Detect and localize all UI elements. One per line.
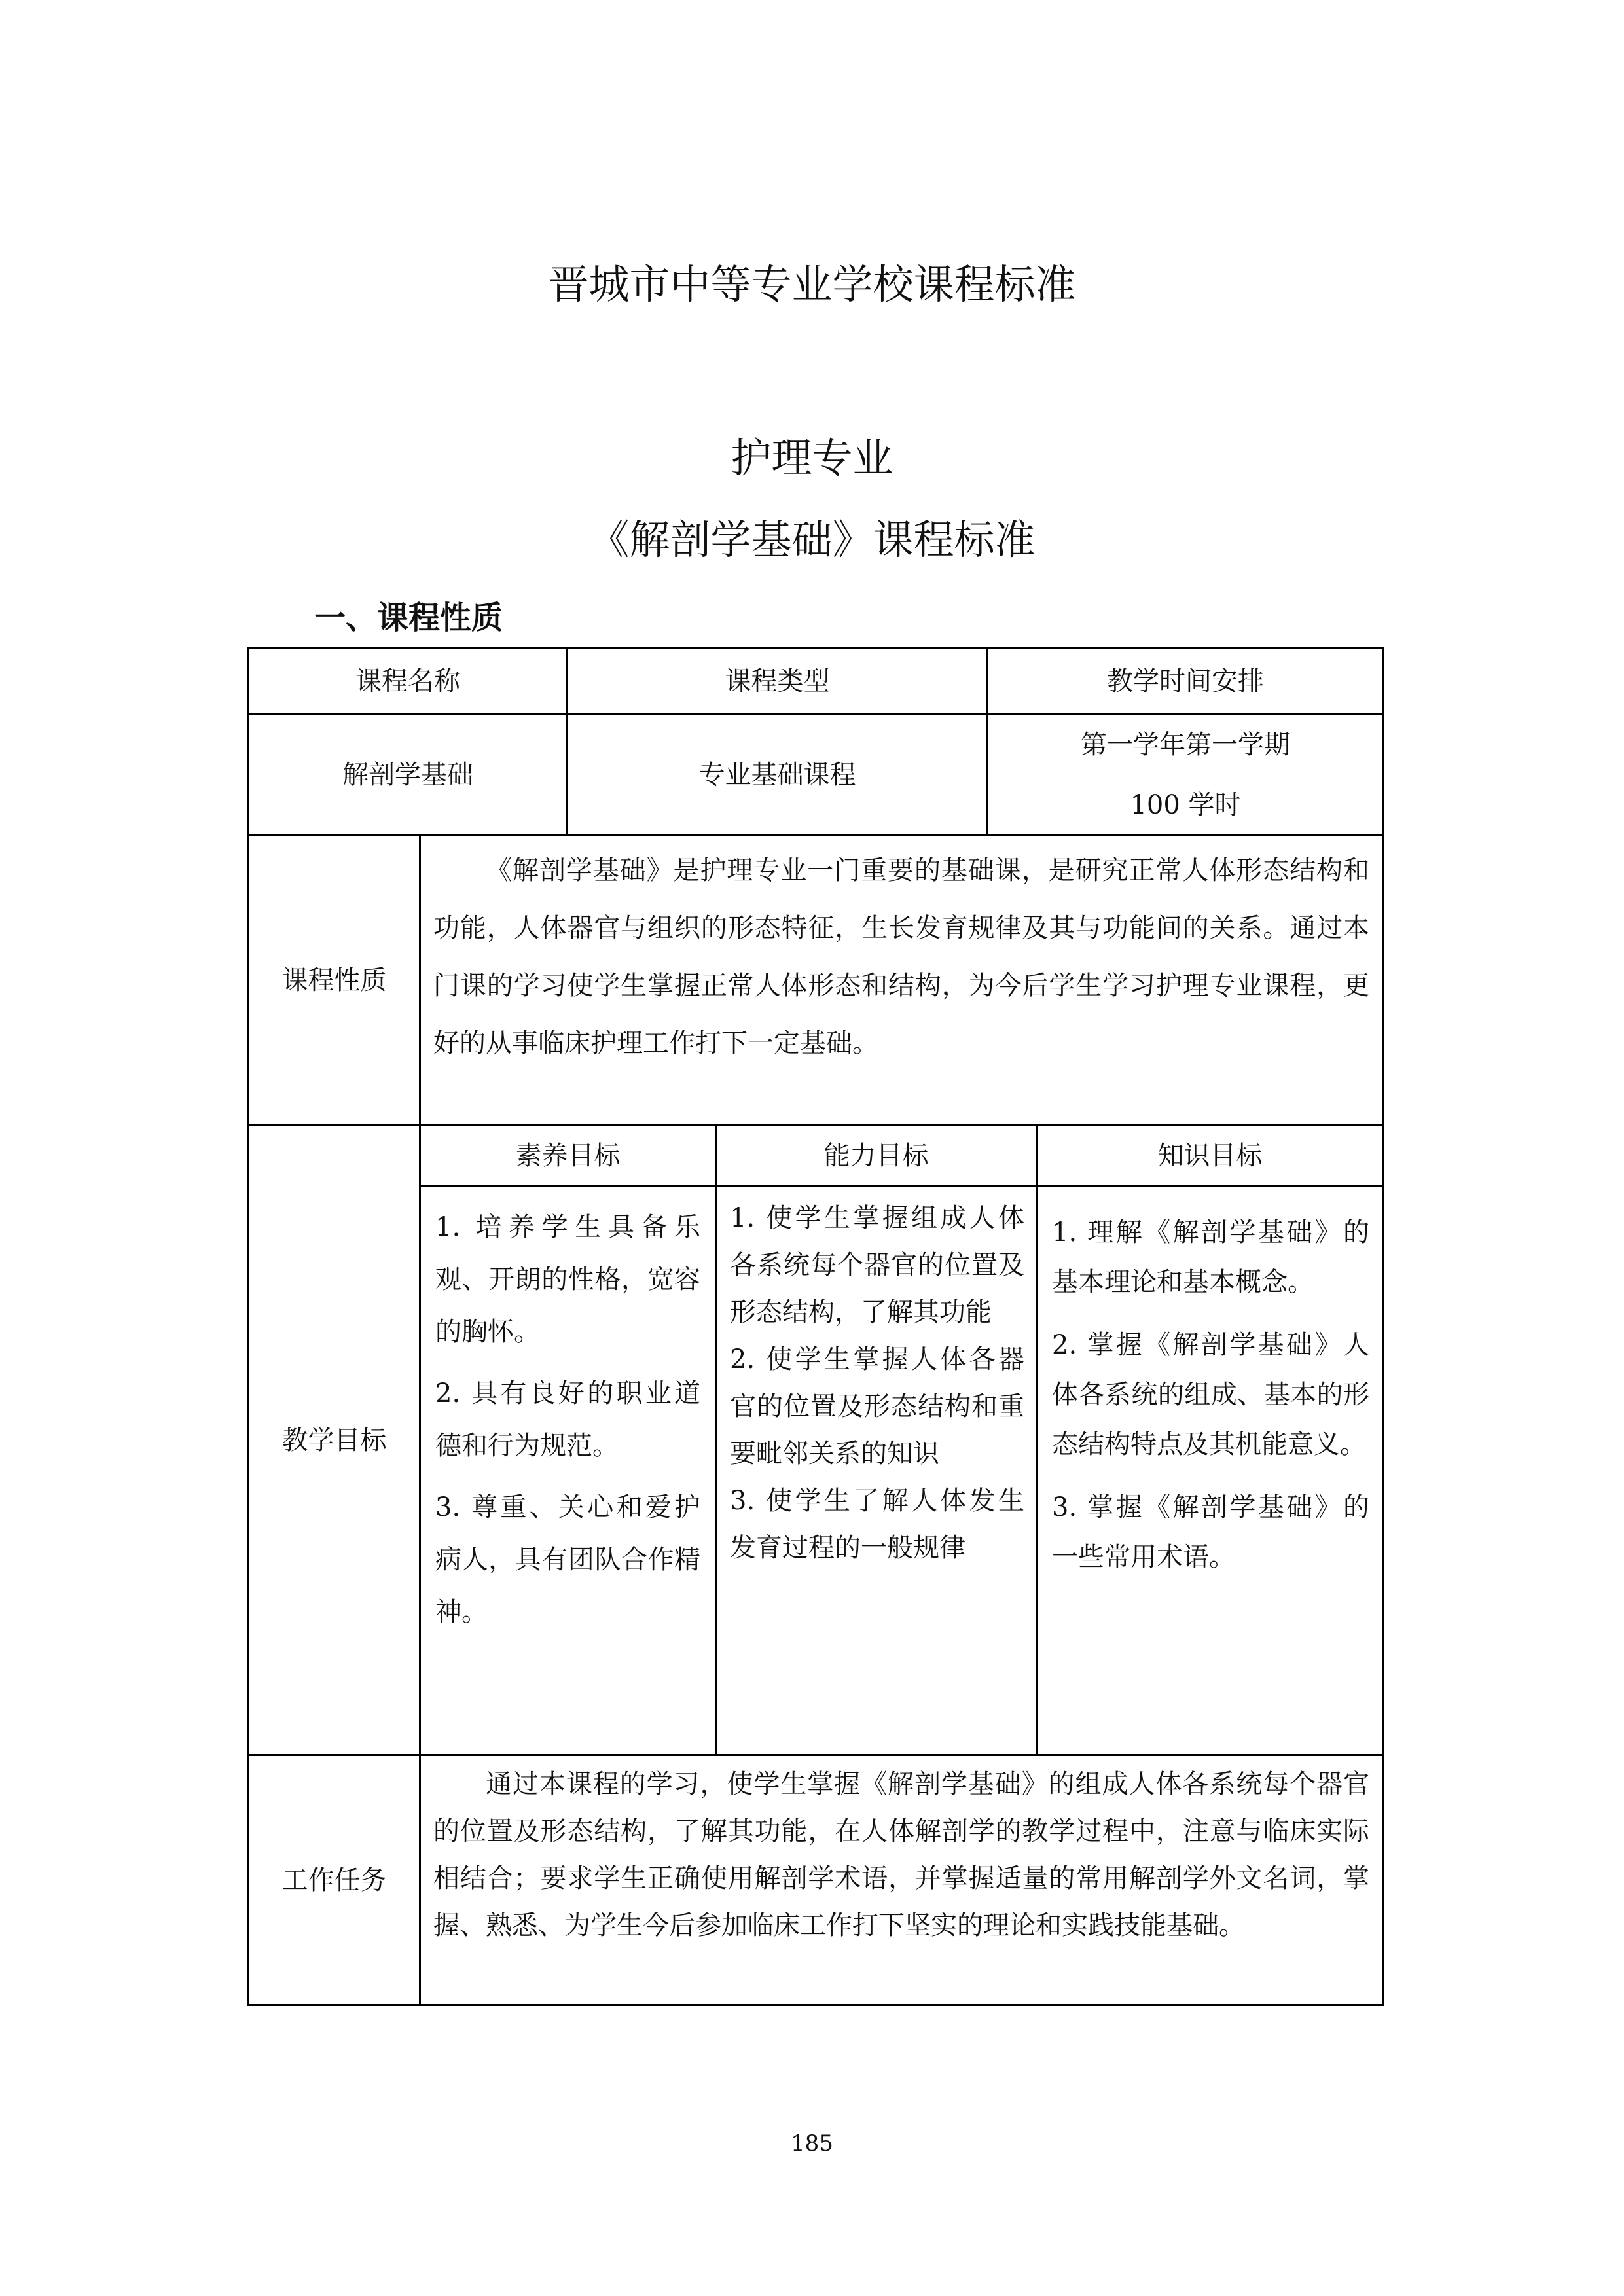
knowledge-goals-header: 知识目标	[1157, 1140, 1263, 1171]
list-item: 3. 掌握《解剖学基础》的一些常用术语。	[1052, 1492, 1369, 1572]
table-border-right	[1382, 647, 1384, 2006]
quality-goals-list	[435, 1201, 700, 1638]
ability-goals-header: 能力目标	[823, 1140, 929, 1171]
col-divider	[715, 1124, 717, 1756]
goals-label: 教学目标	[281, 1425, 387, 1456]
section-heading: 一、课程性质	[314, 600, 503, 636]
nature-label: 课程性质	[281, 965, 387, 996]
header-course-type: 课程类型	[725, 666, 830, 696]
header-course-name: 课程名称	[355, 666, 460, 696]
list-item: 3. 尊重、关心和爱护病人，具有团队合作精神。	[435, 1492, 700, 1627]
list-item: 3. 使学生了解人体发生发育过程的一般规律	[730, 1486, 1024, 1563]
list-item: 1. 理解《解剖学基础》的基本理论和基本概念。	[1052, 1217, 1369, 1297]
table-border-bottom	[247, 2004, 1384, 2006]
list-item: 1. 培养学生具备乐观、开朗的性格，宽容的胸怀。	[435, 1212, 700, 1347]
schedule-hours: 100 学时	[1130, 790, 1241, 820]
list-item: 2. 掌握《解剖学基础》人体各系统的组成、基本的形态结构特点及其机能意义。	[1052, 1330, 1369, 1460]
document-title: 晋城市中等专业学校课程标准	[548, 260, 1076, 308]
schedule-term: 第一学年第一学期	[1081, 730, 1290, 760]
tasks-label: 工作任务	[281, 1865, 387, 1895]
quality-goals-header: 素养目标	[515, 1140, 621, 1171]
knowledge-goals-list	[1052, 1208, 1369, 1582]
course-name-value: 解剖学基础	[342, 760, 473, 790]
row-divider	[419, 1185, 1384, 1187]
nature-text: 《解剖学基础》是护理专业一门重要的基础课，是研究正常人体形态结构和功能，人体器官与组织的形态特征，生长发育规律及其与功能间的关系。通过本门课的学习使学生掌握正常人体形态和结构，为今后学生学习护理专业课程，更好的从事临床护理工作打下一定基础。	[433, 855, 1369, 1058]
col-divider	[419, 834, 421, 2006]
list-item: 2. 使学生掌握人体各器官的位置及形态结构和重要毗邻关系的知识	[730, 1344, 1024, 1469]
col-divider	[1036, 1124, 1038, 1756]
course-title: 《解剖学基础》课程标准	[588, 516, 1036, 564]
header-schedule: 教学时间安排	[1107, 666, 1264, 696]
course-type-value: 专业基础课程	[698, 760, 856, 790]
list-item: 2. 具有良好的职业道德和行为规范。	[435, 1378, 700, 1461]
major-title: 护理专业	[731, 434, 893, 482]
page-number: 185	[791, 2130, 833, 2157]
tasks-text: 通过本课程的学习，使学生掌握《解剖学基础》的组成人体各系统每个器官的位置及形态结构，了解其功能，在人体解剖学的教学过程中，注意与临床实际相结合；要求学生正确使用解剖学术语，并掌握适量的常用解剖学外文名词，掌握、熟悉、为学生今后参加临床工作打下坚实的理论和实践技能基础。	[433, 1769, 1369, 1941]
list-item: 1. 使学生掌握组成人体各系统每个器官的位置及形态结构，了解其功能	[730, 1203, 1024, 1327]
ability-goals-list	[730, 1194, 1024, 1571]
schedule-value	[988, 715, 1382, 834]
